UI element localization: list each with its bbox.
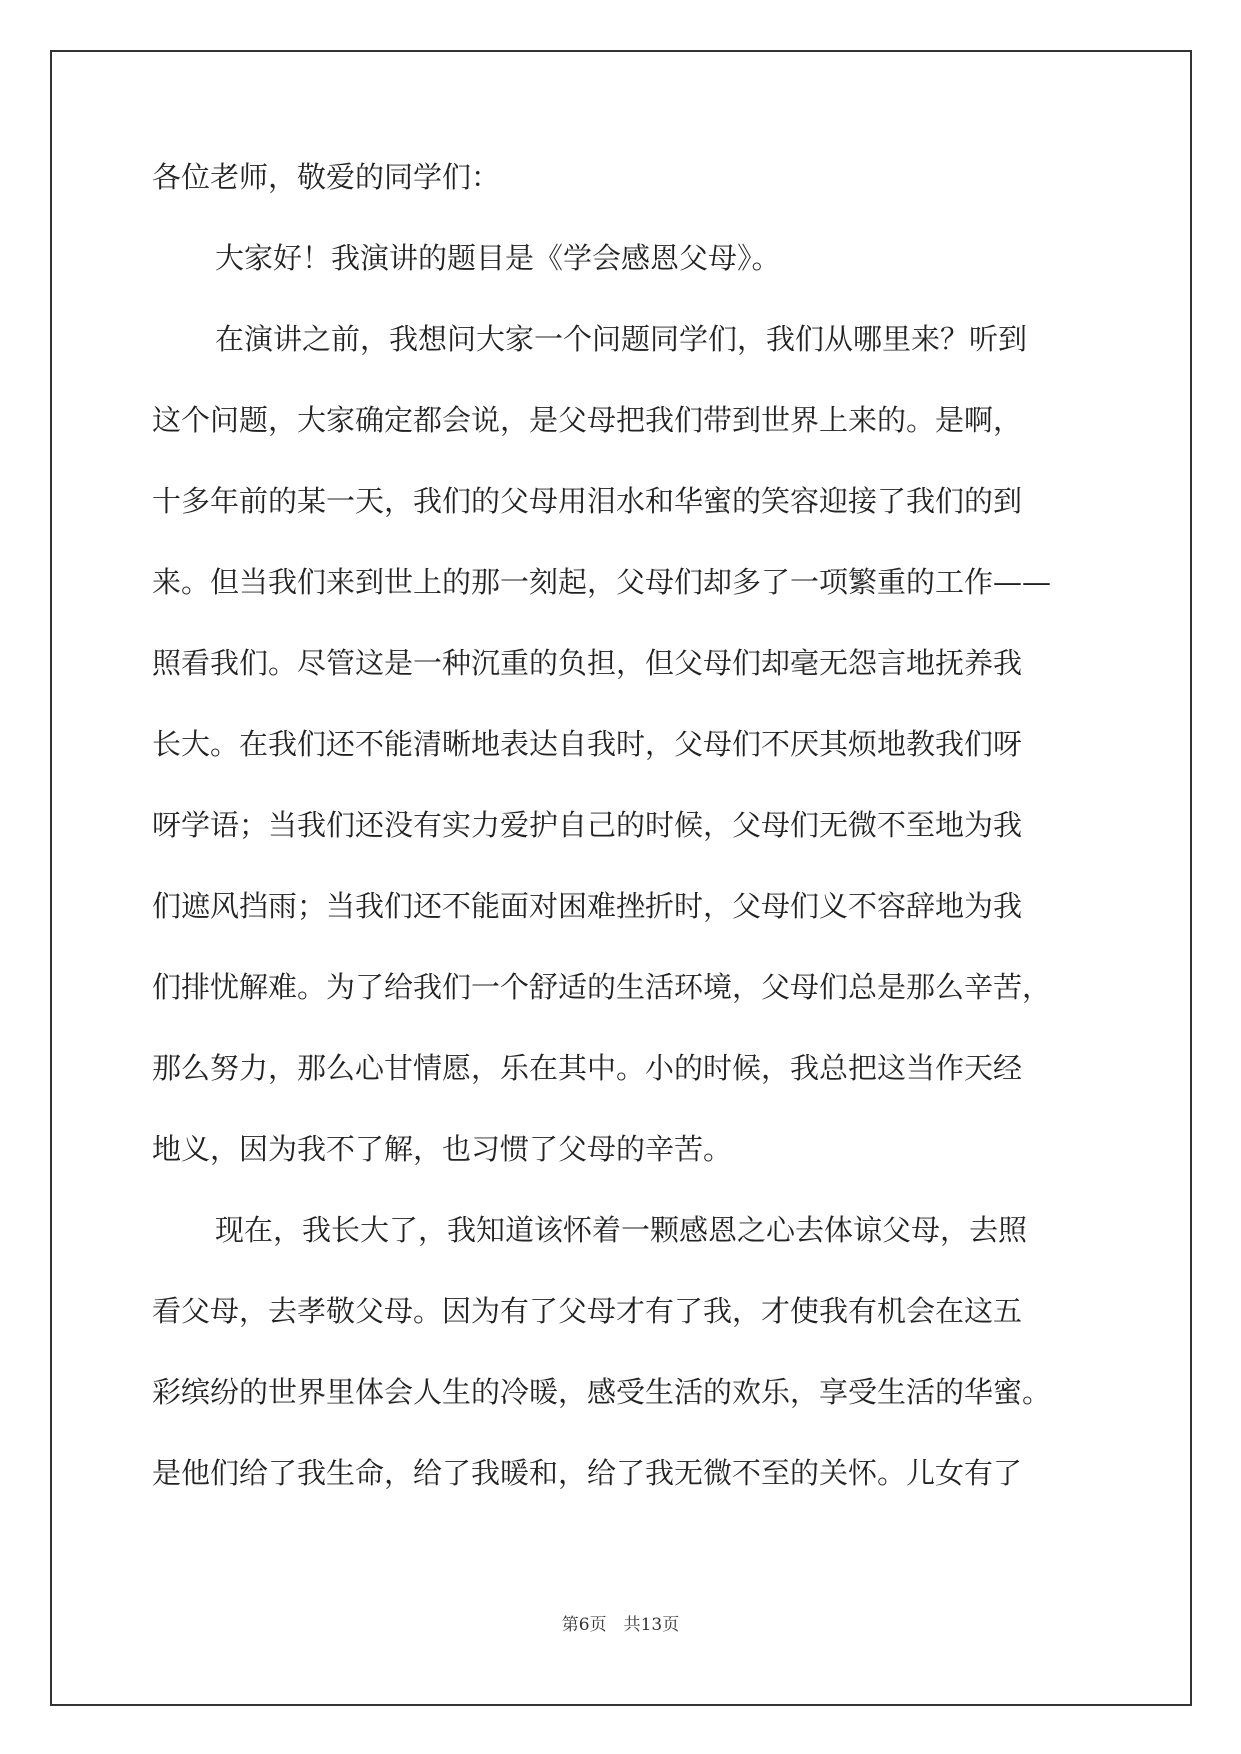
text-line: 彩缤纷的世界里体会人生的冷暖，感受生活的欢乐，享受生活的华蜜。 [152, 1375, 1052, 1409]
text-line: 那么努力，那么心甘情愿，乐在其中。小的时候，我总把这当作天经 [152, 1051, 1023, 1085]
text-line: 看父母，去孝敬父母。因为有了父母才有了我，才使我有机会在这五 [152, 1294, 1023, 1328]
text-line: 是他们给了我生命，给了我暖和，给了我无微不至的关怀。儿女有了 [152, 1456, 1023, 1490]
text-line: 照看我们。尽管这是一种沉重的负担，但父母们却毫无怨言地抚养我 [152, 646, 1023, 680]
text-line: 现在，我长大了，我知道该怀着一颗感恩之心去体谅父母，去照 [215, 1213, 1028, 1247]
document-body [152, 160, 1097, 1537]
text-line: 各位老师，敬爱的同学们： [152, 160, 501, 194]
text-line: 这个问题，大家确定都会说，是父母把我们带到世界上来的。是啊， [152, 403, 1023, 437]
text-line: 呀学语；当我们还没有实力爱护自己的时候，父母们无微不至地为我 [152, 808, 1023, 842]
text-line: 来。但当我们来到世上的那一刻起，父母们却多了一项繁重的工作—— [152, 565, 1052, 599]
text-line: 长大。在我们还不能清晰地表达自我时，父母们不厌其烦地教我们呀 [152, 727, 1023, 761]
text-line: 们遮风挡雨；当我们还不能面对困难挫折时，父母们义不容辞地为我 [152, 889, 1023, 923]
text-line: 大家好！我演讲的题目是《学会感恩父母》。 [215, 241, 781, 275]
text-line: 们排忧解难。为了给我们一个舒适的生活环境，父母们总是那么辛苦， [152, 970, 1052, 1004]
text-line: 在演讲之前，我想问大家一个问题同学们，我们从哪里来？听到 [215, 322, 1028, 356]
text-line: 十多年前的某一天，我们的父母用泪水和华蜜的笑容迎接了我们的到 [152, 484, 1023, 518]
text-line: 地义，因为我不了解，也习惯了父母的辛苦。 [152, 1132, 733, 1166]
page-number-footer: 第6页 共13页 [561, 1615, 680, 1635]
